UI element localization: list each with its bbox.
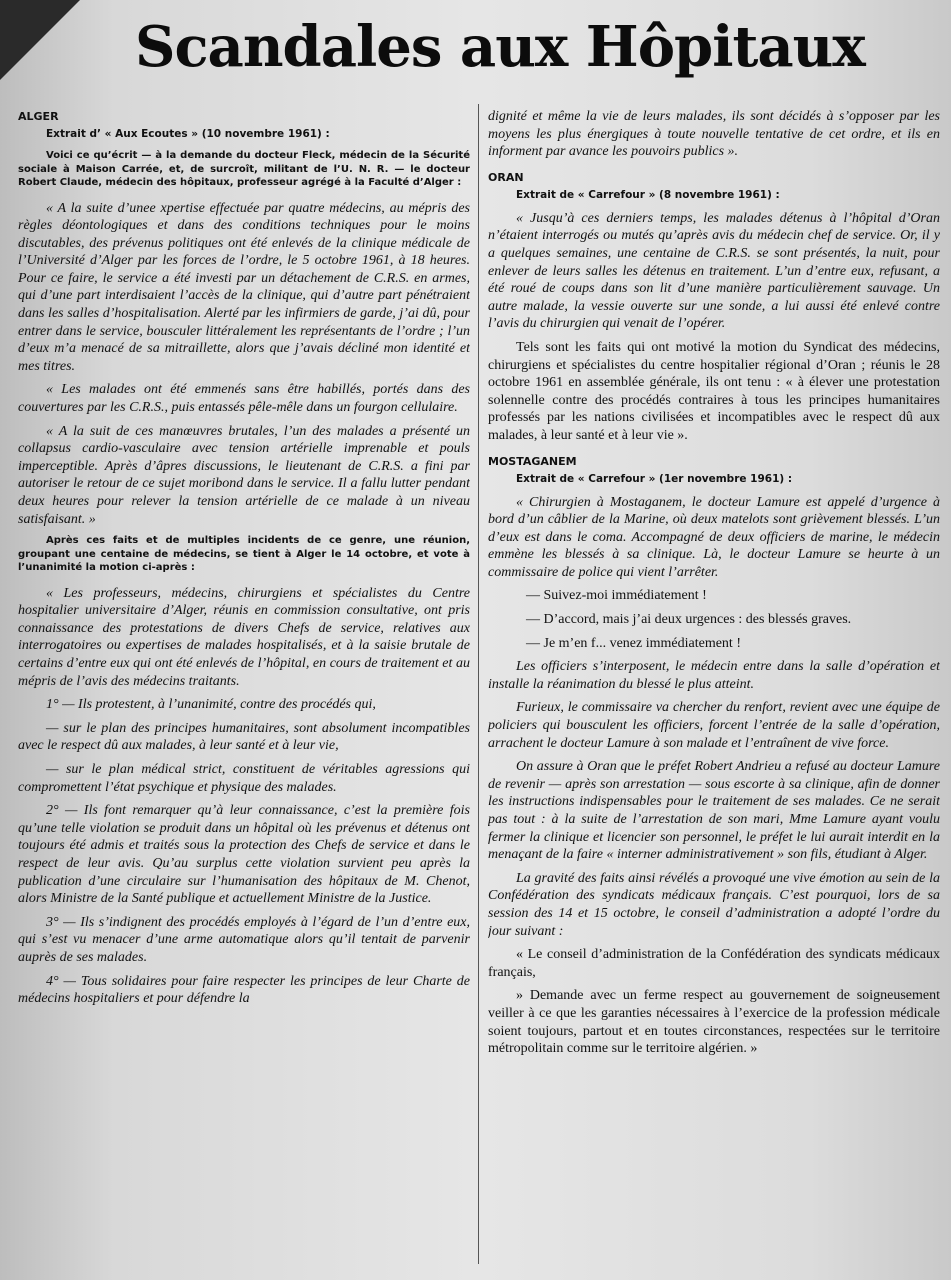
paragraph: 3° — Ils s’indignent des procédés employés à l’égard de l’un d’entre eux, qui s’est vu menacer d’une arme automatique alors qu’il tentait de parvenir auprès de ses malades.: [18, 914, 470, 965]
paragraph: 2° — Ils font remarquer qu’à leur connaissance, c’est la première fois qu’une telle violation se produit dans un hôpital où les prévenus et détenus ont toujours été admis et traités sous la protection des Chefs de service et dans le respect de leur avis. Qu’au surplus cette violation survient peu après la publication d’une circulaire sur l’humanisation des hôpitaux de M. Chenot, alors Ministre de la Santé publique et actuellement Ministre de la Justice.: [18, 803, 470, 907]
paragraph: « A la suite d’unee xpertise effectuée par quatre médecins, au mépris des règles déontologiques et dans des conditions techniques pour le moins discutables, des prévenus politiques ont été enlevés de la clinique médicale de l’Université d’Alger par les forces de l’ordre, le 5 octobre 1961, à 18 heures. Pour ce faire, le service a été investi par un détachement de C.R.S. en armes, qui d’une part interdisaient l’accès de la clinique, qui d’autre part pénétraient dans les salles d’hospitalisation. Alerté par les infirmiers de garde, j’ai dû, pour entrer dans le service, bousculer littéralement les représentants de l’ordre ; l’un d’eux m’a menacé de sa mitraillette, alors que j’avais décliné mon identité et mes titres.: [18, 200, 470, 374]
paragraph: » Demande avec un ferme respect au gouvernement de soigneusement veiller à ce que les garanties nécessaires à l’exercice de la profession médicale soient toujours, partout et en toutes circonstances, respectées sur le territoire métropolitain comme sur le territoire algérien. »: [488, 988, 940, 1057]
source-carrefour-1: Extrait de « Carrefour » (1er novembre 1961) :: [516, 472, 793, 485]
paragraph: La gravité des faits ainsi révélés a provoqué une vive émotion au sein de la Confédération des syndicats médicaux français. C’est pourquoi, lors de sa session des 14 et 15 octobre, le conseil d’administration a adopté l’ordre du jour suivant :: [488, 870, 940, 939]
paragraph: « Les malades ont été emmenés sans être habillés, portés dans des couvertures par les C.R.S., puis entassés pêle-mêle dans un fourgon cellulaire.: [18, 382, 470, 416]
paragraph: « Les professeurs, médecins, chirurgiens et spécialistes du Centre hospitalier universitaire d’Alger, réunis en commission consultative, ont pris connaissance des protestations de divers Chefs de service, relatives aux interrogatoires ou expertises de malades hospitalisés, et à la saisie brutale de certains d’entre eux qui ont été enlevés de l’hôpital, en cours de traitement et au mépris de l’avis des médecins traitants.: [18, 585, 470, 689]
paragraph: — sur le plan des principes humanitaires, sont absolument incompatibles avec le respect dû aux malades, à leur santé et à leur vie,: [18, 720, 470, 754]
folded-corner: [0, 0, 80, 80]
column-divider: [478, 104, 479, 1264]
paragraph: Furieux, le commissaire va chercher du renfort, revient avec une équipe de policiers qui bousculent les officiers, forcent l’entrée de la salle d’opération, arrachent le docteur Lamure à son malade et l’entraînent de vive force.: [488, 700, 940, 751]
source-aux-ecoutes: Extrait d’ « Aux Ecoutes » (10 novembre 1961) :: [46, 128, 330, 140]
paragraph: « A la suit de ces manœuvres brutales, l’un des malades a présenté un collapsus cardio-vasculaire avec tension artérielle imprenable et pouls imperceptible. Après d’âpres discussions, le lieutenant de C.R.S. a fini par autoriser le retour de ce sujet moribond dans le service. Il a fallu lutter pendant deux heures pour relever la tension artérielle de ce malade à un niveau satisfaisant. »: [18, 423, 470, 527]
paragraph: Les officiers s’interposent, le médecin entre dans la salle d’opération et installe la réanimation du blessé le plus atteint.: [488, 659, 940, 692]
intro-paragraph: Après ces faits et de multiples incidents de ce genre, une réunion, groupant une centaine de médecins, se tient à Alger le 14 octobre, et vote à l’unanimité la motion ci-après :: [18, 535, 470, 574]
paragraph: 1° — Ils protestent, à l’unanimité, contre des procédés qui,: [46, 697, 376, 713]
paragraph: dignité et même la vie de leurs malades, ils sont décidés à s’opposer par les moyens les plus énergiques à toute nouvelle tentative de cet ordre, et ils en informent par avance les pouvoirs publics ».: [488, 109, 940, 160]
intro-paragraph: Voici ce qu’écrit — à la demande du docteur Fleck, médecin de la Sécurité sociale à Maison Carrée, et, de surcroît, militant de l’U. N. R. — le docteur Robert Claude, médecin des hôpitaux, professeur agrégé à la Faculté d’Alger :: [18, 150, 470, 188]
section-mostaganem: MOSTAGANEM: [488, 454, 577, 468]
paragraph: Tels sont les faits qui ont motivé la motion du Syndicat des médecins, chirurgiens et spécialistes du centre hospitalier régional d’Oran ; réunis le 28 octobre 1961 en assemblée générale, ils ont tenu : « à élever une protestation solennelle contre des procédés contraires à tous les principes humanitaires professés par les nations civilisées et incompatibles avec le respect dû aux malades, à leur santé et à leur vie ».: [488, 339, 940, 443]
section-oran: ORAN: [488, 170, 524, 184]
paragraph: — sur le plan médical strict, constituent de véritables agressions qui compromettent l’état psychique et physique des malades.: [18, 762, 470, 795]
paragraph: On assure à Oran que le préfet Robert Andrieu a refusé au docteur Lamure de revenir — après son arrestation — sous escorte à sa clinique, afin de donner les instructions indispensables pour le traitement de ses malades. Ce ne serait pas tout : à la suite de l’arrestation de son mari, Mme Lamure ayant voulu fermer la clinique et licencier son personnel, le préfet le lui aurait interdit en la menaçant de la faire « interner administrativement » son fils, étudiant à Alger.: [488, 759, 940, 863]
left-column: [18, 108, 470, 1268]
paragraph: « Jusqu’à ces derniers temps, les malades détenus à l’hôpital d’Oran n’étaient interrogés ou mutés qu’après avis du médecin chef de service. Or, il y a quelques semaines, une centaine de C.R.S. se sont présentés, la nuit, pour enlever de leurs salles les détenus en traitement. L’un d’entre eux, refusant, a été roué de coups dans son lit d’une manière particulièrement sauvage. Un autre malade, la vessie ouverte sur une sonde, a lui aussi été enlevé contre l’avis du chirurgien qui venait de l’opérer.: [488, 210, 940, 332]
paragraph: « Chirurgien à Mostaganem, le docteur Lamure est appelé d’urgence à bord d’un câblier de la Marine, où deux matelots sont grièvement blessés. L’un d’eux est dans le coma. Accompagné de deux officiers de marine, le médecin emmène les blessés à sa clinique. Là, le docteur Lamure se heurte à un commissaire de police qui vient l’arrêter.: [488, 494, 940, 580]
dialogue-line: — Suivez-moi immédiatement !: [526, 588, 707, 604]
section-alger: ALGER: [18, 110, 59, 123]
headline: Scandales aux Hôpitaux: [135, 14, 865, 80]
right-column: [488, 108, 940, 1268]
dialogue-line: — Je m’en f... venez immédiatement !: [526, 635, 741, 651]
dialogue-line: — D’accord, mais j’ai deux urgences : des blessés graves.: [526, 612, 852, 628]
source-carrefour-8: Extrait de « Carrefour » (8 novembre 1961) :: [516, 188, 780, 201]
paragraph: « Le conseil d’administration de la Confédération des syndicats médicaux français,: [488, 947, 940, 980]
paragraph: 4° — Tous solidaires pour faire respecter les principes de leur Charte de médecins hospitaliers et pour défendre la: [18, 973, 470, 1007]
